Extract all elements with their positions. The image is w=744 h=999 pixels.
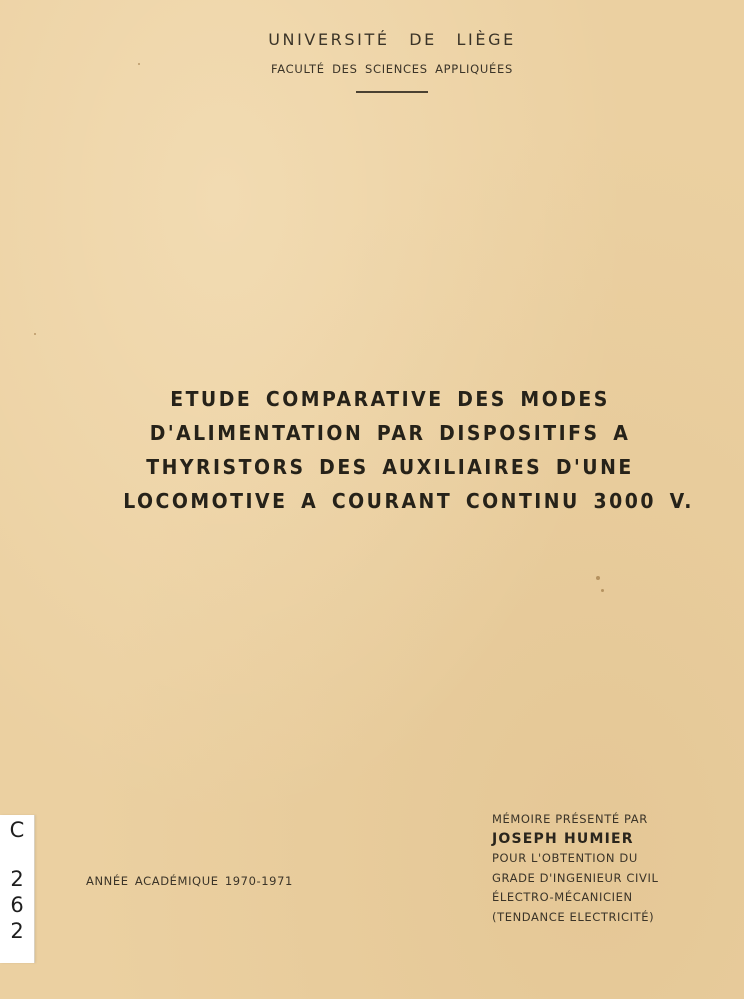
paper-speck — [596, 576, 600, 580]
shelf-label-char: 2 — [10, 919, 24, 943]
paper-speck — [601, 589, 604, 592]
academic-year: ANNÉE ACADÉMIQUE 1970-1971 — [86, 874, 293, 888]
title-line-3: THYRISTORS DES AUXILIAIRES D'UNE — [146, 455, 634, 479]
paper-speck — [34, 333, 36, 335]
shelf-label-char: 2 — [10, 867, 24, 891]
shelf-label-char: 6 — [10, 893, 24, 917]
header-divider — [356, 91, 428, 93]
faculty-name: FACULTÉ DES SCIENCES APPLIQUÉES — [271, 62, 513, 76]
university-name: UNIVERSITÉ DE LIÈGE — [268, 30, 516, 49]
memoire-line: ÉLECTRO-MÉCANICIEN — [492, 890, 633, 904]
thesis-title — [123, 382, 694, 518]
memoire-block — [492, 810, 658, 927]
memoire-line: GRADE D'INGENIEUR CIVIL — [492, 870, 659, 885]
title-line-4: LOCOMOTIVE A COURANT CONTINU 3000 V. — [123, 489, 694, 513]
memoire-line: POUR L'OBTENTION DU — [492, 851, 638, 865]
author-name: JOSEPH HUMIER — [492, 830, 634, 847]
title-line-1: ETUDE COMPARATIVE DES MODES — [170, 387, 610, 411]
memoire-line: MÉMOIRE PRÉSENTÉ PAR — [492, 812, 648, 826]
shelf-label-char: C — [9, 818, 25, 842]
title-line-2: D'ALIMENTATION PAR DISPOSITIFS A — [149, 421, 631, 445]
memoire-line: (TENDANCE ELECTRICITÉ) — [492, 909, 655, 924]
paper-speck — [138, 63, 140, 65]
shelf-label — [0, 815, 35, 963]
